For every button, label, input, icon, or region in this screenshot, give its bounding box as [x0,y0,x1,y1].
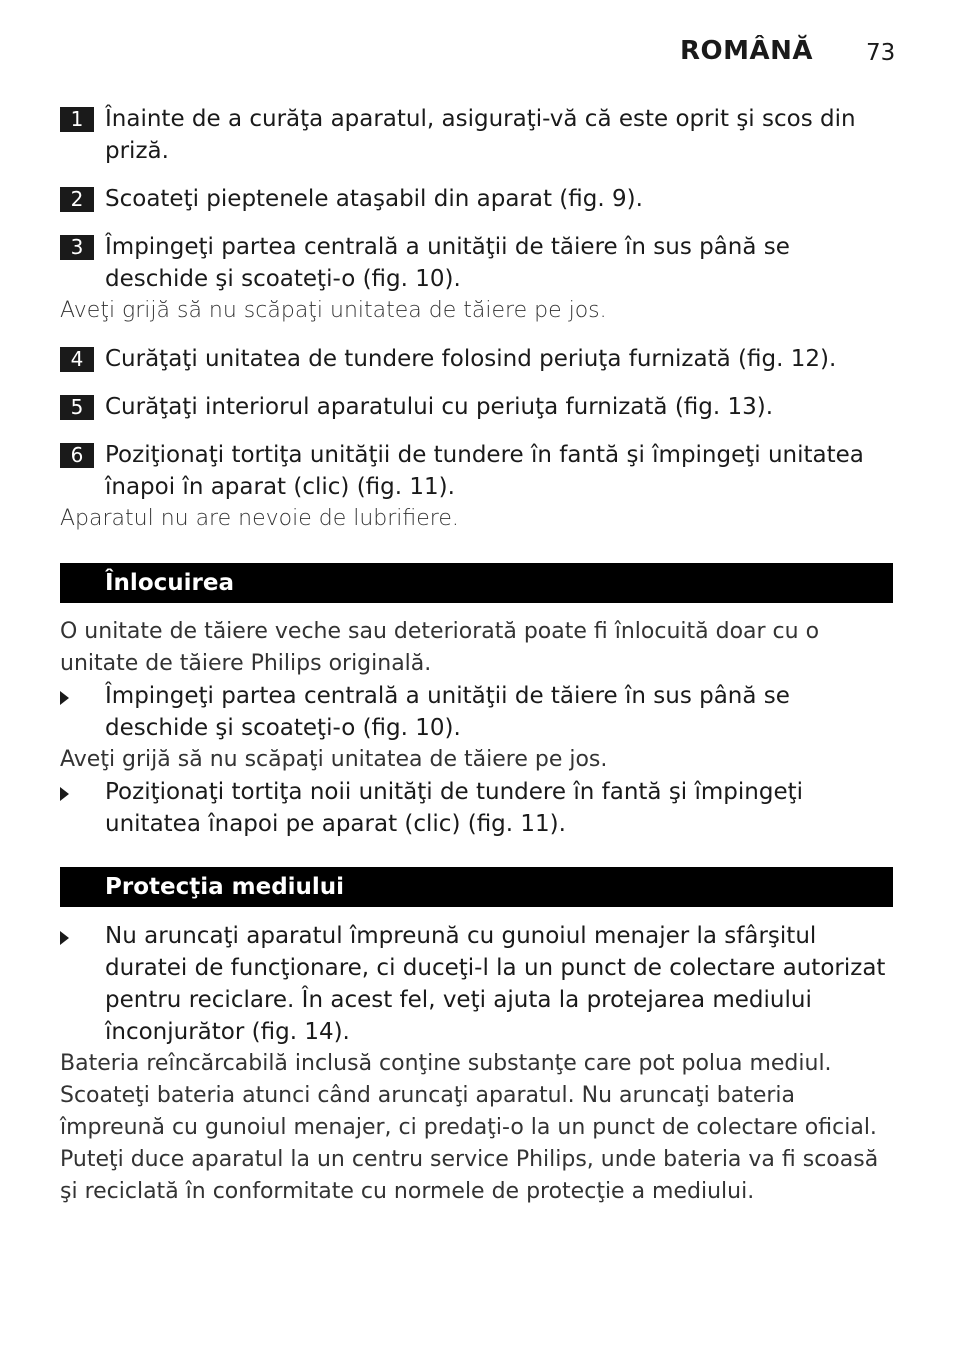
step-text: Poziţionaţi tortiţa unităţii de tundere în fantă şi împingeţi unitatea înapoi în aparat (clic) (fig. 11). [105,442,864,500]
section-heading-replacement [60,563,893,603]
step-3 [60,231,896,295]
replacement-intro: O unitate de tăiere veche sau deteriorată poate fi înlocuită doar cu o unitate de tăiere Philips originală. [60,619,820,676]
replacement-note: Aveţi grijă să nu scăpaţi unitatea de tăiere pe jos. [60,747,608,772]
section-heading-environment [60,867,893,907]
bullet-icon [60,787,69,801]
step-text: Înainte de a curăţa aparatul, asiguraţi-vă că este oprit şi scos din priză. [105,106,856,164]
section-title: Protecţia mediului [105,874,345,900]
step-5 [60,391,896,423]
language-label: ROMÂNĂ [680,36,813,66]
note-drop-warning: Aveţi grijă să nu scăpaţi unitatea de tăiere pe jos. [60,298,607,323]
environment-battery-paragraph: Bateria reîncărcabilă inclusă conţine substanţe care pot polua mediul. Scoateţi bateria atunci când aruncaţi aparatul. Nu aruncaţi bateria împreună cu gunoiul menajer, ci predaţi-o la un punct de colectare oficial. Puteţi duce aparatul la un centru service Philips, unde bateria va fi scoasă şi reciclată în conformitate cu normele de protecţie a mediului. [60,1051,879,1204]
bullet-text: Nu aruncaţi aparatul împreună cu gunoiul menajer la sfârşitul duratei de funcţionare, ci duceţi-l la un punct de colectare autorizat pentru reciclare. În acest fel, veţi ajuta la protejarea mediului înconjurător (fig. 14). [105,923,886,1045]
replacement-bullet-2 [60,776,896,840]
page-number: 73 [866,40,896,66]
section-title: Înlocuirea [105,570,234,596]
step-number: 2 [60,187,94,212]
step-text: Scoateţi pieptenele ataşabil din aparat (fig. 9). [105,186,643,212]
step-1 [60,103,896,167]
bullet-icon [60,691,69,705]
step-number: 6 [60,443,94,468]
step-number: 3 [60,235,94,260]
replacement-bullet-1 [60,680,896,744]
step-number: 4 [60,347,94,372]
bullet-icon [60,931,69,945]
step-text: Curăţaţi interiorul aparatului cu periuţa furnizată (fig. 13). [105,394,774,420]
bullet-text: Poziţionaţi tortiţa noii unităţi de tundere în fantă şi împingeţi unitatea înapoi pe aparat (clic) (fig. 11). [105,779,804,837]
step-2 [60,183,896,215]
step-text: Împingeţi partea centrală a unităţii de tăiere în sus până se deschide şi scoateţi-o (fig. 10). [105,234,790,292]
step-number: 5 [60,395,94,420]
step-6 [60,439,896,503]
bullet-text: Împingeţi partea centrală a unităţii de tăiere în sus până se deschide şi scoateţi-o (fig. 10). [105,683,790,741]
note-lubrication: Aparatul nu are nevoie de lubrifiere. [60,506,459,531]
environment-bullet-1 [60,920,896,1048]
step-text: Curăţaţi unitatea de tundere folosind periuţa furnizată (fig. 12). [105,346,837,372]
step-number: 1 [60,107,94,132]
step-4 [60,343,896,375]
